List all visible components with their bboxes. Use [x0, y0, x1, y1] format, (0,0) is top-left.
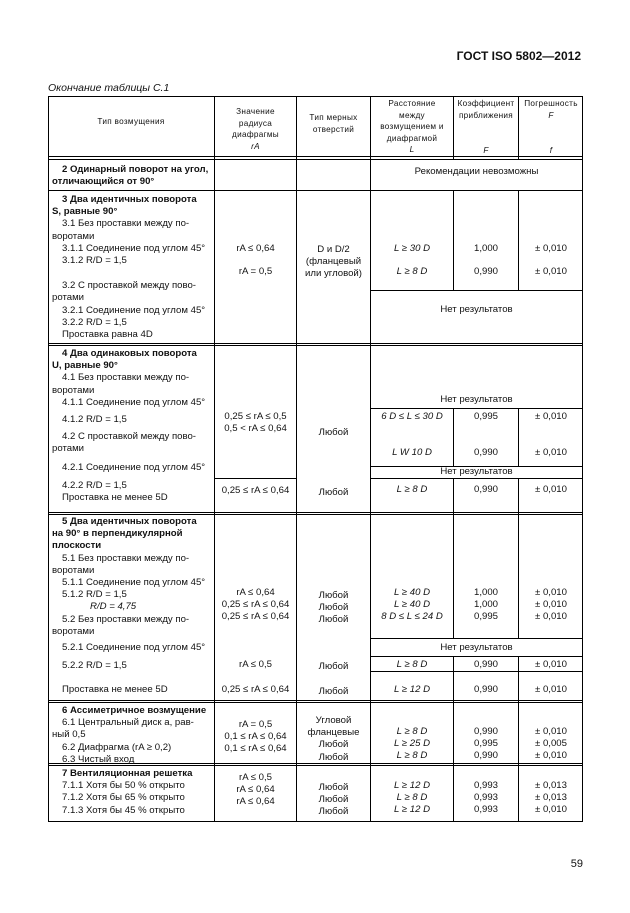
row-rule — [370, 290, 583, 291]
col-divider-1 — [214, 96, 215, 822]
col-header-radius: Значение радиуса диафрагмы rA — [232, 107, 279, 151]
s4-coef-3: 0,990 — [473, 484, 498, 495]
page-number: 59 — [570, 858, 583, 870]
s4-coef-2: 0,990 — [473, 447, 498, 458]
s7-coef: 0,993 0,993 0,993 — [473, 780, 498, 816]
col-header-disturbance: Тип возмущения — [97, 117, 165, 126]
s5-error: ± 0,010 ± 0,010 ± 0,010 — [535, 587, 567, 623]
s5-holes: Любой Любой Любой — [318, 590, 349, 626]
s3-coef: 1,000 0,990 — [473, 243, 498, 278]
section-rule — [48, 190, 583, 191]
col-header-distance: Расстояние между возмущением и диафрагмой L — [380, 99, 444, 154]
s6-error: ± 0,010 ± 0,005 ± 0,010 — [535, 726, 567, 762]
s5-radius: rA ≤ 0,64 0,25 ≤ rA ≤ 0,64 0,25 ≤ rA ≤ 0,64 — [221, 587, 290, 623]
row-rule — [214, 478, 296, 479]
col-header-holes: Тип мерных отверстий — [309, 113, 358, 134]
s4-radius-2: 0,25 ≤ rA ≤ 0,64 — [221, 485, 290, 496]
s5-coef: 1,000 1,000 0,995 — [473, 587, 498, 623]
s3-error: ± 0,010 ± 0,010 — [535, 243, 567, 278]
data-table — [48, 96, 583, 822]
section-rule — [48, 700, 583, 701]
s5-error-2: ± 0,010 — [535, 659, 567, 670]
section-2-note: Рекомендации невозможны — [414, 166, 539, 177]
s7-radius: rA ≤ 0,5 rA ≤ 0,64 rA ≤ 0,64 — [236, 772, 275, 808]
s5-note: Нет результатов — [440, 642, 513, 653]
section-2-title: 2 Одинарный поворот на угол, отличающийся от 90° — [52, 164, 209, 188]
s5-error-3: ± 0,010 — [535, 684, 567, 695]
s3-note: Нет результатов — [440, 304, 513, 315]
s5-distance-2: L ≥ 8 D — [396, 659, 428, 670]
s4-note-2: Нет результатов — [440, 466, 513, 477]
row-rule — [370, 656, 583, 657]
section-5-text: 5 Два идентичных поворота на 90° в перпендикулярной плоскости 5.1 Без проставки между по- воротами 5.1.1 Соединение под углом 45° 5.1.2 R/D = 1,5 R/D = 4,75 5.2 Без проставки между по- воротами 5.2.1 Соединение под углом 45° 5.2.2 R/D = 1,5 Проставка не менее 5D — [52, 516, 206, 696]
s6-radius: rA = 0,5 0,1 ≤ rA ≤ 0,64 0,1 ≤ rA ≤ 0,64 — [224, 719, 287, 755]
s6-holes: Угловой фланцевые Любой Любой — [307, 715, 360, 763]
s5-distance-3: L ≥ 12 D — [393, 684, 431, 695]
s6-coef: 0,990 0,995 0,990 — [473, 726, 498, 762]
row-rule — [370, 408, 583, 409]
section-rule — [48, 514, 583, 515]
s4-holes-2: Любой — [318, 487, 349, 498]
section-rule — [48, 343, 583, 344]
section-rule — [48, 345, 583, 346]
section-rule — [48, 702, 583, 703]
s5-coef-3: 0,990 — [473, 684, 498, 695]
s5-radius-2: rA ≤ 0,5 — [239, 659, 272, 670]
col-divider-2 — [296, 96, 297, 822]
document-header: ГОСТ ISO 5802—2012 — [456, 49, 581, 63]
s7-holes: Любой Любой Любой — [318, 782, 349, 818]
s5-distance: L ≥ 40 D L ≥ 40 D 8 D ≤ L ≤ 24 D — [381, 587, 443, 623]
section-rule — [48, 512, 583, 513]
s5-holes-3: Любой — [318, 686, 349, 697]
s5-holes-2: Любой — [318, 661, 349, 672]
section-4-text: 4 Два одинаковых поворота U, равные 90° 4.1 Без проставки между по- воротами 4.1.1 Соединение под углом 45° 4.1.2 R/D = 1,5 4.2 С проставкой между пово- ротами 4.2.1 Соединение под углом 45° 4.2.2 R/D = 1,5 Проставка не менее 5D — [52, 348, 206, 504]
s7-distance: L ≥ 12 D L ≥ 8 D L ≥ 12 D — [393, 780, 431, 816]
row-rule — [370, 638, 583, 639]
table-border-top — [48, 96, 583, 97]
s4-distance-2: L W 10 D — [392, 447, 432, 458]
s6-distance: L ≥ 8 D L ≥ 25 D L ≥ 8 D — [393, 726, 431, 762]
col-divider-4e — [453, 512, 454, 656]
table-border-bottom — [48, 821, 583, 822]
s4-coef: 0,995 — [473, 411, 498, 422]
s5-radius-3: 0,25 ≤ rA ≤ 0,64 — [221, 684, 290, 695]
s4-radius: 0,25 ≤ rA ≤ 0,5 0,5 < rA ≤ 0,64 — [224, 411, 287, 435]
s3-radius: rA ≤ 0,64 rA = 0,5 — [236, 243, 275, 278]
table-border-left — [48, 96, 49, 822]
col-divider-5e — [518, 512, 519, 656]
table-caption: Окончание таблицы С.1 — [48, 82, 170, 94]
section-6-text: 6 Ассиметричное возмущение 6.1 Центральный диск а, рав- ный 0,5 6.2 Диафрагма (rA ≥ 0,2) 6.3 Чистый вход — [52, 705, 207, 765]
s4-error-2: ± 0,010 — [535, 447, 567, 458]
col-header-error: Погрешность F f — [524, 99, 578, 155]
s7-error: ± 0,013 ± 0,013 ± 0,010 — [535, 780, 567, 816]
s4-error: ± 0,010 — [535, 411, 567, 422]
s4-distance: 6 D ≤ L ≤ 30 D — [381, 411, 443, 422]
col-header-coef: Коэффициент приближения F — [457, 99, 515, 155]
s4-note: Нет результатов — [440, 394, 513, 405]
s4-distance-3: L ≥ 8 D — [396, 484, 428, 495]
s4-holes: Любой — [318, 427, 349, 438]
s3-holes: D и D/2 (фланцевый или угловой) — [305, 244, 362, 280]
section-7-text: 7 Вентиляционная решетка 7.1.1 Хотя бы 50 % открыто 7.1.2 Хотя бы 65 % открыто 7.1.3 Хотя бы 45 % открыто — [62, 768, 193, 816]
s3-distance: L ≥ 30 D L ≥ 8 D — [393, 243, 431, 278]
section-3-text: 3 Два идентичных поворота S, равные 90° 3.1 Без проставки между по- воротами 3.1.1 Соединение под углом 45° 3.1.2 R/D = 1,5 3.2 С проставкой между пово- ротами 3.2.1 Соединение под углом 45° 3.2.2 R/D = 1,5 Проставка равна 4D — [52, 194, 206, 341]
s5-coef-2: 0,990 — [473, 659, 498, 670]
s4-error-3: ± 0,010 — [535, 484, 567, 495]
